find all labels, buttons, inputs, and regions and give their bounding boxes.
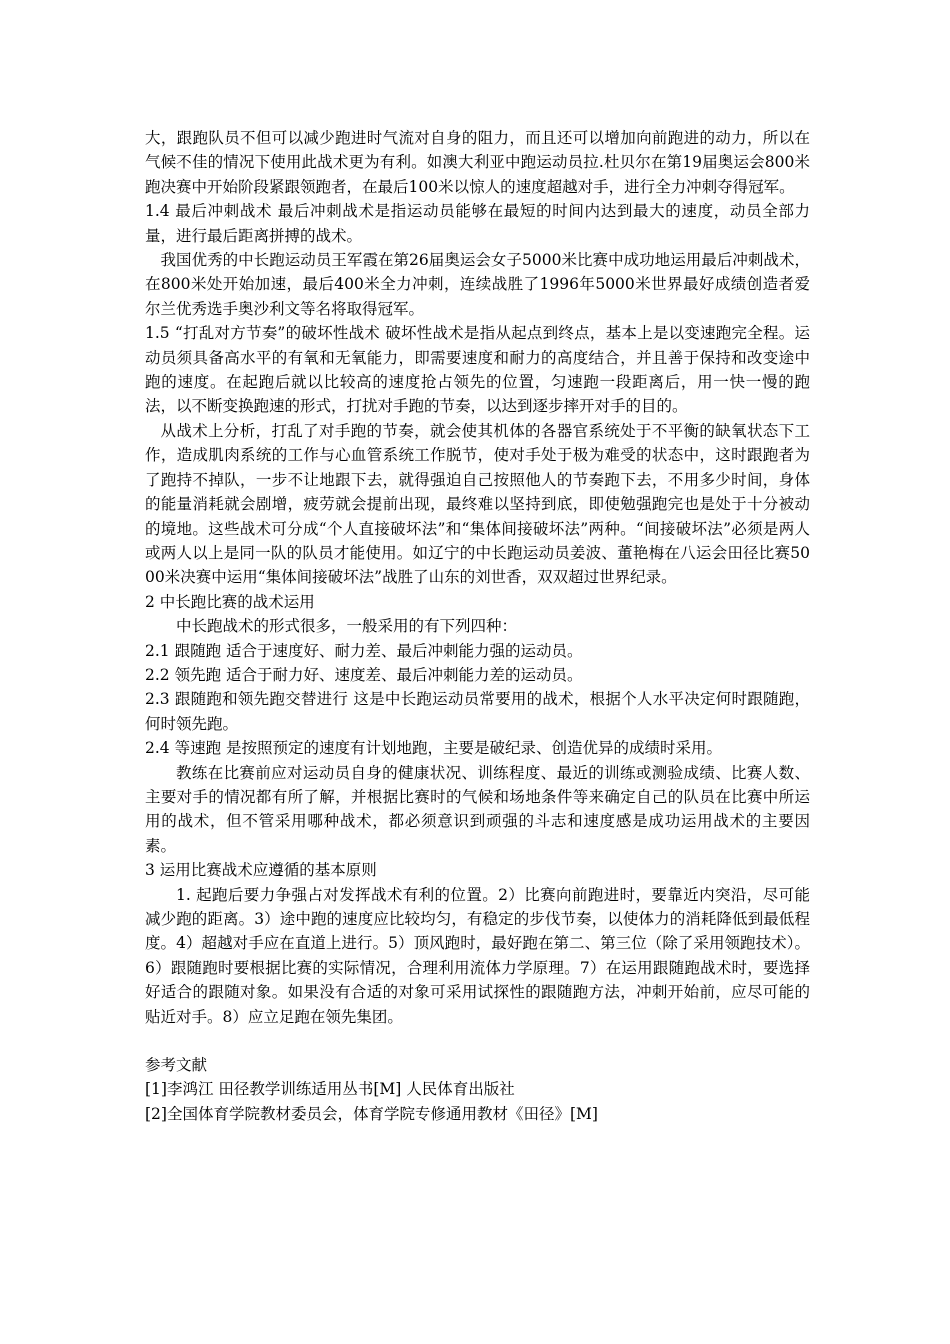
document-page (145, 126, 810, 1126)
paragraph-coach-preparation: 教练在比赛前应对运动员自身的健康状况、训练程度、最近的训练或测验成绩、比赛人数、主要对手的情况都有所了解，并根据比赛时的气候和场地条件等来确定自己的队员在比赛中所运用的战术，但不管采用哪种战术，都必须意识到顽强的斗志和速度感是成功运用战术的主要因素。 (145, 763, 810, 855)
paragraph-drafting-tactic-end: 大，跟跑队员不但可以减少跑进时气流对自身的阻力，而且还可以增加向前跑进的动力，所以在气候不佳的情况下使用此战术更为有利。如澳大利亚中跑运动员拉.杜贝尔在第19届奥运会800米跑决赛中开始阶段紧跟领跑者，在最后100米以惊人的速度超越对手，进行全力冲刺夺得冠军。 (145, 129, 810, 196)
reference-item-1: [1]李鸿江 田径教学训练适用丛书[M] 人民体育出版社 (145, 1080, 515, 1099)
section-heading-3: 3 运用比赛战术应遵循的基本原则 (145, 861, 377, 880)
references-section (145, 1053, 810, 1126)
section-heading-2: 2 中长跑比赛的战术运用 (145, 592, 315, 611)
list-item-2-3: 2.3 跟随跑和领先跑交替进行 这是中长跑运动员常要用的战术，根据个人水平决定何时跟随跑，何时领先跑。 (145, 690, 810, 733)
paragraph-forms-intro: 中长跑战术的形式很多，一般采用的有下列四种： (176, 617, 518, 636)
paragraph-1-4-final-sprint: 1.4 最后冲刺战术 最后冲刺战术是指运动员能够在最短的时间内达到最大的速度，动员全部力量，进行最后距离拼搏的战术。 (145, 202, 810, 245)
paragraph-principles-list: 1. 起跑后要力争强占对发挥战术有利的位置。2）比赛向前跑进时，要靠近内突沿，尽可能减少跑的距离。3）途中跑的速度应比较均匀，有稳定的步伐节奏，以使体力的消耗降低到最低程度。4）超越对手应在直道上进行。5）顶风跑时，最好跑在第二、第三位（除了采用领跑技术）。6）跟随跑时要根据比赛的实际情况，合理利用流体力学原理。7）在运用跟随跑战术时，要选择好适合的跟随对象。如果没有合适的对象可采用试探性的跟随跑方法，冲刺开始前，应尽可能的贴近对手。8）应立足跑在领先集团。 (145, 885, 810, 1026)
list-item-2-2: 2.2 领先跑 适合于耐力好、速度差、最后冲刺能力差的运动员。 (145, 665, 583, 684)
list-item-2-1: 2.1 跟随跑 适合于速度好、耐力差、最后冲刺能力强的运动员。 (145, 641, 583, 660)
reference-item-2: [2]全国体育学院教材委员会，体育学院专修通用教材《田径》[M] (145, 1104, 598, 1123)
paragraph-tactical-analysis: 从战术上分析，打乱了对手跑的节奏，就会使其机体的各器官系统处于不平衡的缺氧状态下工作，造成肌肉系统的工作与心血管系统工作脱节，使对手处于极为难受的状态中，这时跟跑者为了跑持不掉队，一步不让地跟下去，就得强迫自己按照他人的节奏跑下去，不用多少时间，身体的能量消耗就会剧增，疲劳就会提前出现，最终难以坚持到底，即使勉强跑完也是处于十分被动的境地。这些战术可分成“个人直接破坏法”和“集体间接破坏法”两种。“间接破坏法”必须是两人或两人以上是同一队的队员才能使用。如辽宁的中长跑运动员姜波、董艳梅在八运会田径比赛5000米决赛中运用“集体间接破坏法”战胜了山东的刘世香，双双超过世界纪录。 (145, 421, 810, 587)
references-heading: 参考文献 (145, 1056, 208, 1075)
paragraph-wang-junxia-example: 我国优秀的中长跑运动员王军霞在第26届奥运会女子5000米比赛中成功地运用最后冲刺战术，在800米处开始加速，最后400米全力冲刺，连续战胜了1996年5000米世界最好成绩创造者爱尔兰优秀选手奥沙利文等名将取得冠军。 (145, 251, 810, 318)
list-item-2-4: 2.4 等速跑 是按照预定的速度有计划地跑，主要是破纪录、创造优异的成绩时采用。 (145, 739, 723, 758)
spacer (145, 1029, 810, 1053)
paragraph-1-5-disruptive-tactic: 1.5 “打乱对方节奏”的破坏性战术 破坏性战术是指从起点到终点，基本上是以变速跑完全程。运动员须具备高水平的有氧和无氧能力，即需要速度和耐力的高度结合，并且善于保持和改变途中跑的速度。在起跑后就以比较高的速度抢占领先的位置，匀速跑一段距离后，用一快一慢的跑法，以不断变换跑速的形式，打扰对手跑的节奏，以达到逐步摔开对手的目的。 (145, 324, 810, 416)
